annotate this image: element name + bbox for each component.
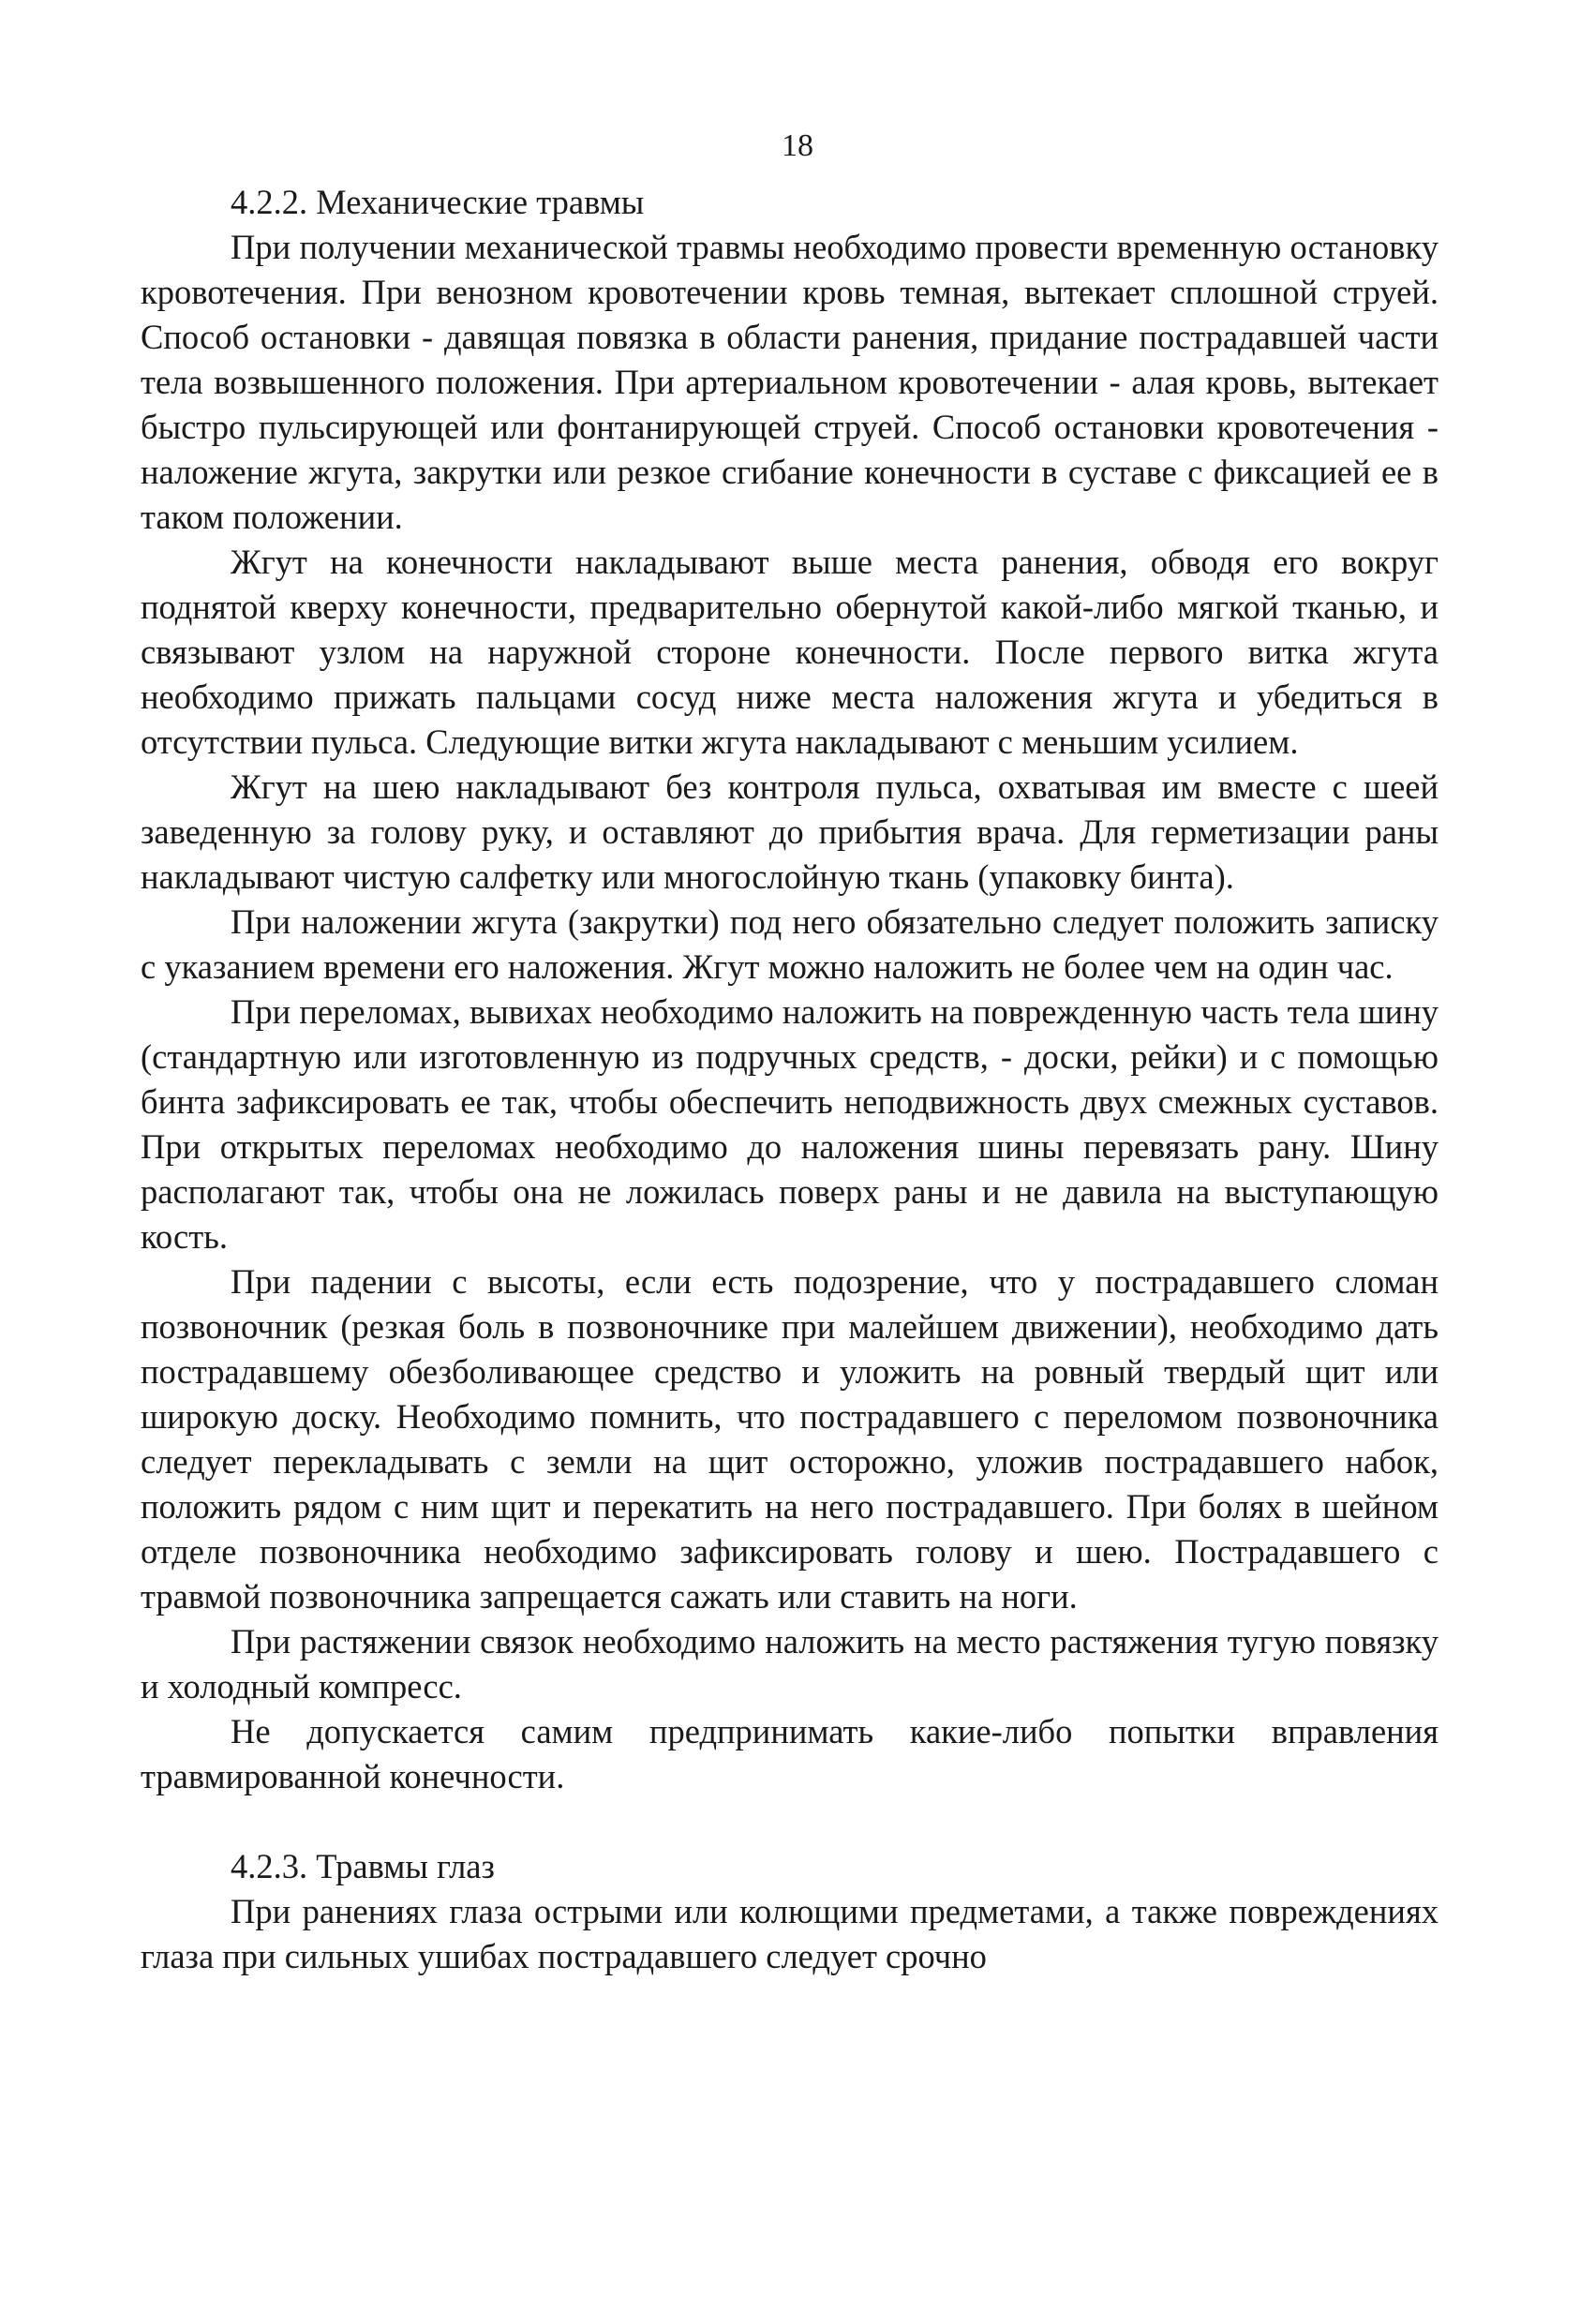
paragraph-tourniquet-neck: Жгут на шею накладывают без контроля пульса, охватывая им вместе с шеей заведенную за голову руку, и оставляют до прибытия врача. Для герметизации раны накладывают чистую салфетку или многослойную ткань (упаковку бинта). [141, 767, 1438, 896]
paragraph-tourniquet-note: При наложении жгута (закрутки) под него обязательно следует положить записку с указанием времени его наложения. Жгут можно наложить не более чем на один час. [141, 902, 1438, 986]
paragraph-tourniquet-limbs: Жгут на конечности накладывают выше места ранения, обводя его вокруг поднятой кверху конечности, предварительно обернутой какой-либо мягкой тканью, и связывают узлом на наружной стороне конечности. После первого витка жгута необходимо прижать пальцами сосуд ниже места наложения жгута и убедиться в отсутствии пульса. Следующие витки жгута накладывают с меньшим усилием. [141, 543, 1438, 761]
paragraph-sprains: При растяжении связок необходимо наложить на место растяжения тугую повязку и холодный компресс. [141, 1622, 1438, 1706]
paragraph-fractures: При переломах, вывихах необходимо наложить на поврежденную часть тела шину (стандартную или изготовленную из подручных средств, - доски, рейки) и с помощью бинта зафиксировать ее так, чтобы обеспечить неподвижность двух смежных суставов. При открытых переломах необходимо до наложения шины перевязать рану. Шину располагают так, чтобы она не ложилась поверх раны и не давила на выступающую кость. [141, 992, 1438, 1256]
section-heading-eye-injuries: 4.2.3. Травмы глаз [231, 1847, 495, 1885]
paragraph-bleeding: При получении механической травмы необходимо провести временную остановку кровотечения. При венозном кровотечении кровь темная, вытекает сплошной струей. Способ остановки - давящая повязка в области ранения, придание пострадавшей части тела возвышенного положения. При артериальном кровотечении - алая кровь, вытекает быстро пульсирующей или фонтанирующей струей. Способ остановки кровотечения - наложение жгута, закрутки или резкое сгибание конечности в суставе с фиксацией ее в таком положении. [141, 228, 1438, 536]
paragraph-no-reduction: Не допускается самим предпринимать какие-либо попытки вправления травмированной конечности. [141, 1712, 1438, 1795]
page-number: 18 [782, 128, 813, 163]
page-content [141, 180, 1438, 1979]
paragraph-eye-wounds: При ранениях глаза острыми или колющими предметами, а также повреждениях глаза при сильных ушибах пострадавшего следует срочно [141, 1892, 1438, 1975]
section-heading-mechanical-injuries: 4.2.2. Механические травмы [231, 183, 645, 221]
paragraph-spine-injury: При падении с высоты, если есть подозрение, что у пострадавшего сломан позвоночник (резкая боль в позвоночнике при малейшем движении), необходимо дать пострадавшему обезболивающее средство и уложить на ровный твердый щит или широкую доску. Необходимо помнить, что пострадавшего с переломом позвоночника следует перекладывать с земли на щит осторожно, уложив пострадавшего набок, положить рядом с ним щит и перекатить на него пострадавшего. При болях в шейном отделе позвоночника необходимо зафиксировать голову и шею. Пострадавшего с травмой позвоночника запрещается сажать или ставить на ноги. [141, 1262, 1438, 1616]
section-spacer [141, 1799, 1438, 1844]
